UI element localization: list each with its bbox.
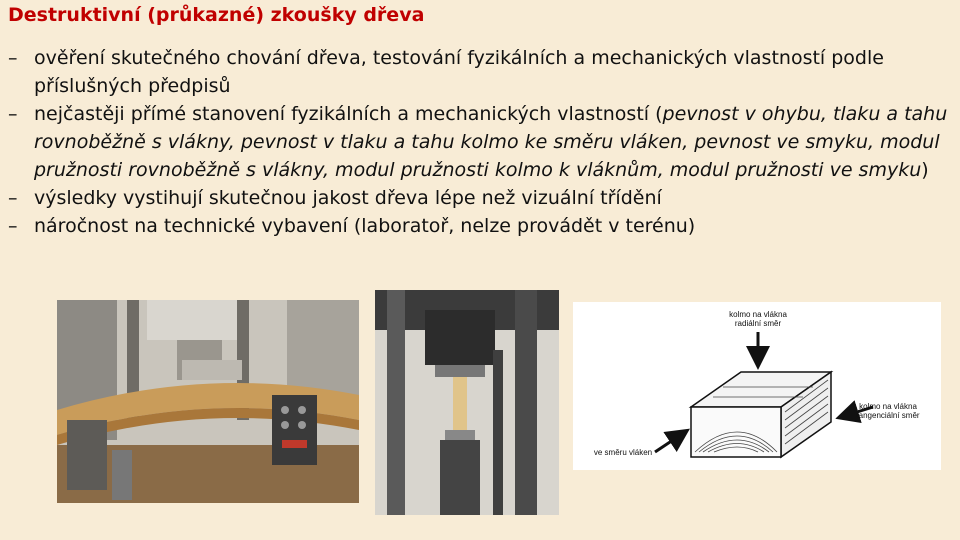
- bullet-dash: –: [8, 187, 18, 209]
- grain-direction-label: ve směru vláken: [593, 448, 653, 457]
- slide-title: Destruktivní (průkazné) zkoušky dřeva: [8, 4, 425, 26]
- radial-label-line1: kolmo na vlákna: [729, 310, 787, 319]
- bullet-dash: –: [8, 47, 18, 69]
- tangential-label-line1: kolmo na vlákna: [859, 402, 917, 411]
- bullet-text: výsledky vystihují skutečnou jakost dřeva lépe než vizuální třídění: [34, 187, 662, 209]
- bullet-item: [8, 100, 953, 184]
- bullet-dash: –: [8, 215, 18, 237]
- bullet-text-tail: ): [921, 159, 929, 181]
- tangential-direction-label: [838, 402, 938, 420]
- radial-label-line2: radiální směr: [734, 319, 782, 328]
- compression-test-photo: [375, 290, 559, 515]
- radial-direction-label: [713, 310, 803, 328]
- bullet-text: náročnost na technické vybavení (laboratoř, nelze provádět v terénu): [34, 215, 696, 237]
- bullet-text: ověření skutečného chování dřeva, testování fyzikálních a mechanických vlastností podle příslušných předpisů: [34, 47, 884, 97]
- compression-test-illustration: [375, 290, 559, 515]
- bending-test-photo: [57, 300, 359, 503]
- bullet-text-lead: nejčastěji přímé stanovení fyzikálních a mechanických vlastností (: [34, 103, 663, 125]
- bullet-item: [8, 212, 953, 240]
- bullet-dash: –: [8, 103, 18, 125]
- bending-test-illustration: [57, 300, 359, 503]
- tangential-label-line2: tangenciální směr: [856, 411, 920, 420]
- bullet-item: [8, 44, 953, 100]
- bullet-text-italic: pevnost v ohybu, tlaku a tahu rovnoběžně s vlákny, pevnost v tlaku a tahu kolmo ke směru vláken, pevnost ve smyku, modul pružnosti rovnoběžně s vlákny, modul pružnosti kolmo k vláknům, modul pružnosti ve smyku: [34, 103, 948, 181]
- bullet-list: [8, 44, 953, 240]
- wood-directions-diagram: [573, 302, 941, 470]
- bullet-item: [8, 184, 953, 212]
